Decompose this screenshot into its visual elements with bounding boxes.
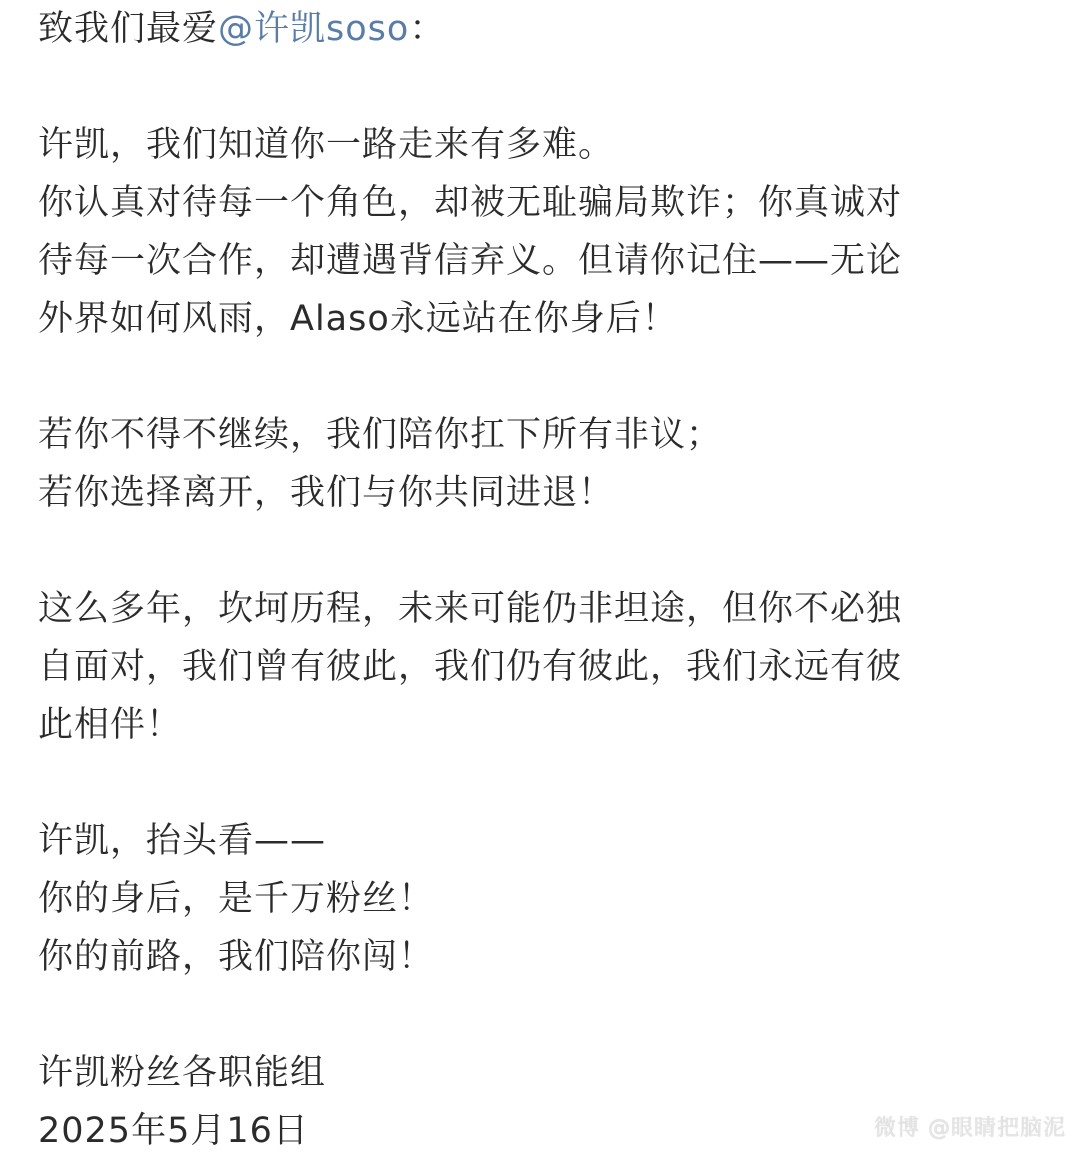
paragraph-gap (38, 986, 1038, 1044)
post-line: 你认真对待每一个角色，却被无耻骗局欺诈；你真诚对 (38, 183, 903, 223)
post-line: 此相伴！ (38, 705, 183, 745)
post-line: 自面对，我们曾有彼此，我们仍有彼此，我们永远有彼 (38, 647, 903, 687)
paragraph-gap (38, 58, 1038, 116)
greeting-prefix: 致我们最爱 (38, 9, 219, 49)
post-line: 许凯，抬头看—— (38, 821, 327, 861)
post-line: 许凯，我们知道你一路走来有多难。 (38, 125, 615, 165)
post-line: 你的前路，我们陪你闯！ (38, 937, 435, 977)
watermark: 微博 @眼睛把脑泥 (874, 1116, 1066, 1141)
greeting-line (38, 0, 1038, 58)
paragraph-gap (38, 522, 1038, 580)
post-line: 外界如何风雨，Alaso永远站在你身后！ (38, 299, 678, 339)
post-line: 若你选择离开，我们与你共同进退！ (38, 473, 615, 513)
post-body (38, 0, 1038, 1160)
mention-link[interactable]: @许凯soso (218, 9, 410, 49)
paragraph-gap (38, 348, 1038, 406)
post-line: 这么多年，坎坷历程，未来可能仍非坦途，但你不必独 (38, 589, 903, 629)
date-line: 2025年5月16日 (38, 1111, 309, 1151)
paragraph-gap (38, 754, 1038, 812)
post-line: 若你不得不继续，我们陪你扛下所有非议； (38, 415, 723, 455)
signature-line: 许凯粉丝各职能组 (38, 1053, 327, 1093)
greeting-suffix: ： (409, 9, 446, 49)
post-line: 你的身后，是千万粉丝！ (38, 879, 435, 919)
post-line: 待每一次合作，却遭遇背信弃义。但请你记住——无论 (38, 241, 903, 281)
